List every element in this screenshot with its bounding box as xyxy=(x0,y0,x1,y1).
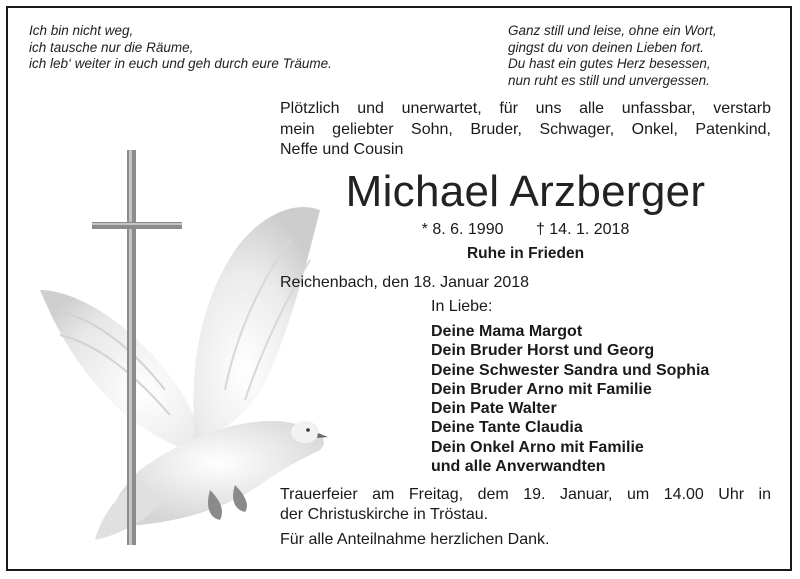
announcement-line: Neffe und Cousin xyxy=(280,141,404,158)
mourner: Deine Schwester Sandra und Sophia xyxy=(431,361,710,379)
poem-line: ich tausche nur die Räume, xyxy=(29,39,194,55)
mourner: Dein Onkel Arno mit Familie xyxy=(431,438,644,456)
poem-line: Ganz still und leise, ohne ein Wort, xyxy=(508,23,717,38)
life-dates xyxy=(280,220,771,240)
poem-line: Du hast ein gutes Herz besessen, xyxy=(508,56,711,71)
deceased-name: Michael Arzberger xyxy=(345,167,706,216)
mourner: Dein Bruder Horst und Georg xyxy=(431,342,655,360)
poem-line: ich leb‘ weiter in euch und geh durch eure Träume. xyxy=(29,56,332,71)
mourner: Dein Pate Walter xyxy=(431,400,557,418)
thanks-line: Für alle Anteilnahme herzlichen Dank. xyxy=(280,531,550,548)
funeral-info xyxy=(280,485,771,525)
announcement-line: Plötzlich und unerwartet, für uns alle unfassbar, verstarb xyxy=(280,100,771,117)
funeral-line: der Christuskirche in Tröstau. xyxy=(280,506,489,523)
poem-line: nun ruht es still und unvergessen. xyxy=(508,72,710,88)
announcement-line: mein geliebter Sohn, Bruder, Schwager, Onkel, Patenkind, xyxy=(280,120,771,138)
death-date: † 14. 1. 2018 xyxy=(535,221,630,238)
poem-line: Ich bin nicht weg, xyxy=(29,23,134,38)
funeral-line: Trauerfeier am Freitag, dem 19. Januar, um 14.00 Uhr in xyxy=(280,486,771,503)
poem-line: gingst du von deinen Lieben fort. xyxy=(508,39,704,55)
place-date: Reichenbach, den 18. Januar 2018 xyxy=(280,274,530,291)
rip-line: Ruhe in Frieden xyxy=(466,245,585,262)
mourner: Deine Tante Claudia xyxy=(431,419,583,437)
birth-date: * 8. 6. 1990 xyxy=(421,221,504,238)
mourners-list xyxy=(431,322,709,476)
announcement-text xyxy=(280,99,771,161)
poem-left xyxy=(29,23,332,73)
poem-right xyxy=(508,23,717,89)
mourner: und alle Anverwandten xyxy=(431,458,606,476)
in-liebe: In Liebe: xyxy=(431,298,493,315)
mourner: Dein Bruder Arno mit Familie xyxy=(431,380,652,398)
mourner: Deine Mama Margot xyxy=(431,323,583,340)
